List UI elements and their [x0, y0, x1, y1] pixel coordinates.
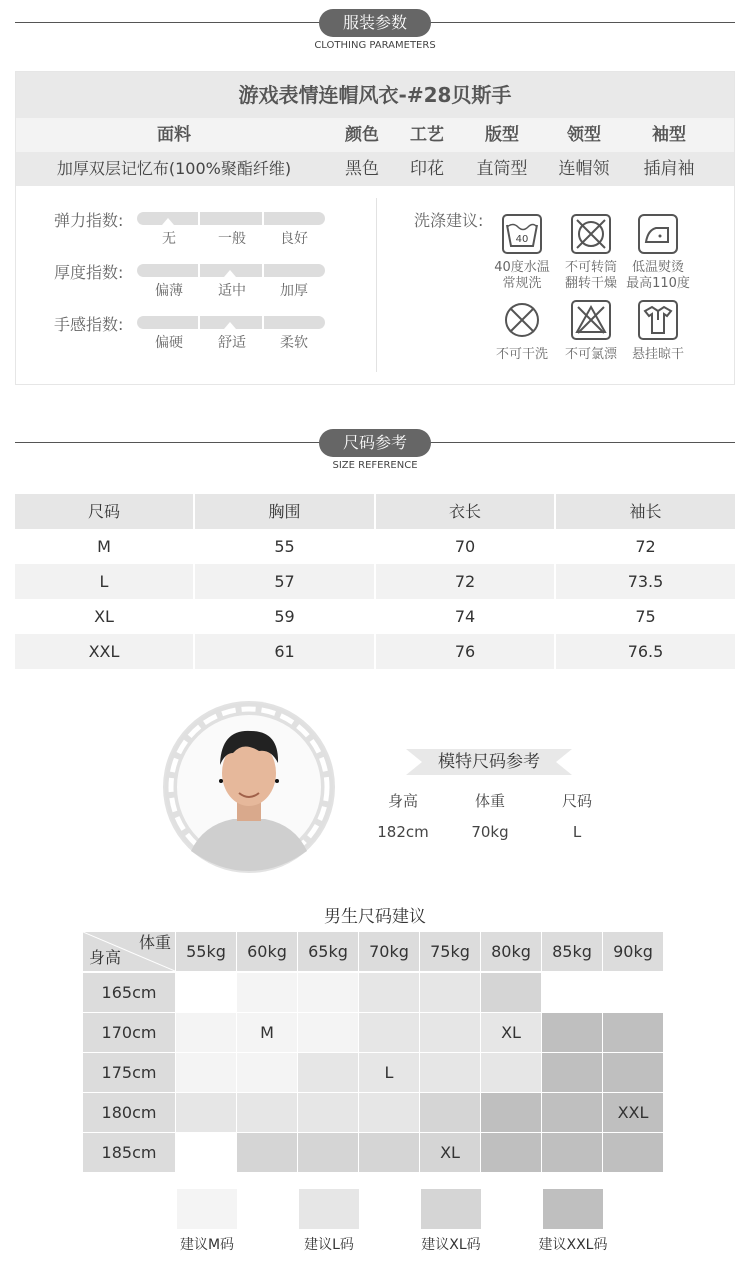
grid-cell: [481, 1133, 541, 1172]
param-header: 版型: [485, 125, 519, 145]
size-cell: 57: [195, 564, 374, 599]
wash-caption: 不可干洗: [495, 347, 548, 362]
index-tick: 加厚: [280, 283, 308, 299]
grid-cell: [359, 973, 419, 1012]
grid-cell: [359, 1133, 419, 1172]
legend-label: 建议M码: [179, 1237, 235, 1253]
size-cell: L: [15, 564, 193, 599]
size-cell: 74: [454, 607, 476, 626]
weight-header: 55kg: [176, 932, 236, 971]
model-value: 70kg: [471, 823, 509, 841]
wash-caption: 低温熨烫: [631, 260, 684, 275]
height-header: 185cm: [83, 1133, 175, 1172]
grid-cell: [481, 1093, 541, 1132]
svg-text:40: 40: [515, 234, 529, 245]
grid-cell: [237, 1133, 297, 1172]
wash-caption: 最高110度: [626, 276, 690, 291]
index-tick: 柔软: [280, 335, 308, 351]
grid-cell: [542, 1013, 602, 1052]
size-cell: M: [97, 537, 111, 556]
size-header: 袖长: [556, 494, 735, 529]
grid-cell: M: [237, 1013, 297, 1052]
legend-label: 建议L码: [304, 1237, 354, 1253]
grid-cell: [359, 1093, 419, 1132]
washing-label: 洗涤建议:: [414, 211, 484, 230]
param-header: 面料: [157, 125, 191, 145]
wash-caption: 40度水温: [494, 260, 550, 275]
grid-cell: [481, 1053, 541, 1092]
table-row: [15, 529, 735, 564]
grid-cell: [176, 1093, 236, 1132]
model-label: 体重: [474, 792, 505, 810]
product-name: 游戏表情连帽风衣-#28贝斯手: [16, 72, 734, 118]
weight-header: 75kg: [420, 932, 480, 971]
grid-cell: [298, 973, 358, 1012]
grid-cell: [298, 1133, 358, 1172]
size-cell: XXL: [15, 634, 193, 669]
grid-cell: XXL: [603, 1093, 663, 1132]
index-tick: 一般: [218, 231, 246, 247]
grid-cell: [176, 1133, 236, 1172]
no-tumble-dry-icon: [571, 214, 611, 254]
hand-feel-label: 手感指数:: [54, 315, 124, 334]
section-title: 服装参数: [319, 9, 431, 37]
hand-feel-indicator: [224, 322, 236, 329]
size-cell: XL: [94, 607, 114, 626]
param-header: 颜色: [345, 125, 379, 145]
weight-header: 90kg: [603, 932, 663, 971]
grid-cell: L: [359, 1053, 419, 1092]
param-header-row: [16, 118, 734, 152]
recommend-title: 男生尺码建议: [324, 907, 426, 927]
grid-cell: [237, 1053, 297, 1092]
size-cell: 73.5: [556, 564, 735, 599]
param-value: 连帽领: [558, 159, 610, 179]
height-header: 175cm: [83, 1053, 175, 1092]
param-value: 加厚双层记忆布(100%聚酯纤维): [56, 159, 292, 178]
param-value: 直筒型: [476, 159, 528, 179]
size-cell: 55: [274, 537, 295, 556]
size-header: 胸围: [195, 494, 374, 529]
wash-caption: 常规洗: [502, 276, 542, 291]
size-cell: 59: [274, 607, 295, 626]
elasticity-indicator: [162, 218, 174, 225]
model-avatar: [163, 701, 335, 873]
size-cell: 72: [376, 564, 554, 599]
legend-swatch: [421, 1189, 481, 1229]
grid-cell: [359, 1013, 419, 1052]
wash-caption: 悬挂晾干: [631, 347, 684, 362]
param-value: 插肩袖: [643, 159, 695, 179]
grid-cell: [298, 1053, 358, 1092]
size-cell: 76: [376, 634, 554, 669]
param-header: 袖型: [652, 125, 686, 145]
thickness-label: 厚度指数:: [54, 263, 124, 282]
wash-caption: 不可氯漂: [564, 347, 617, 362]
table-row: [15, 599, 735, 634]
grid-cell: [603, 1053, 663, 1092]
param-value: 印花: [410, 159, 444, 179]
param-header: 工艺: [410, 125, 444, 145]
model-value: 182cm: [377, 823, 429, 841]
param-header: 领型: [567, 125, 601, 145]
param-value-row: [16, 152, 734, 186]
grid-cell: [298, 1013, 358, 1052]
grid-cell: [542, 1053, 602, 1092]
weight-header: 70kg: [359, 932, 419, 971]
wash-caption: 不可转筒: [564, 260, 617, 275]
panel-divider: [376, 198, 377, 372]
index-tick: 良好: [280, 231, 308, 247]
index-tick: 适中: [218, 283, 246, 299]
no-dry-clean-icon: [502, 300, 542, 340]
section-subtitle: SIZE REFERENCE: [332, 460, 418, 471]
model-title: 模特尺码参考: [438, 752, 540, 772]
grid-cell: [298, 1093, 358, 1132]
table-row: [15, 634, 735, 669]
grid-cell: [420, 1013, 480, 1052]
legend-swatch: [299, 1189, 359, 1229]
index-tick: 舒适: [218, 335, 246, 351]
grid-corner: [83, 932, 175, 971]
model-value: L: [572, 823, 582, 841]
size-cell: 61: [195, 634, 374, 669]
grid-cell: [603, 1133, 663, 1172]
grid-cell: XL: [420, 1133, 480, 1172]
size-cell: 70: [454, 537, 476, 556]
weight-header: 80kg: [481, 932, 541, 971]
corner-height-label: 身高: [89, 948, 122, 967]
grid-cell: [420, 1053, 480, 1092]
weight-header: 60kg: [237, 932, 297, 971]
wash-caption: 翻转干燥: [564, 276, 617, 291]
grid-cell: [603, 1013, 663, 1052]
grid-cell: [176, 973, 236, 1012]
section-subtitle: CLOTHING PARAMETERS: [314, 40, 436, 51]
no-bleach-icon: [571, 300, 611, 340]
grid-cell: [176, 1053, 236, 1092]
low-iron-icon: [638, 214, 678, 254]
grid-cell: [542, 973, 602, 1012]
grid-cell: [237, 973, 297, 1012]
grid-cell: [603, 973, 663, 1012]
weight-header: 85kg: [542, 932, 602, 971]
legend-swatch: [177, 1189, 237, 1229]
size-cell: 75: [635, 607, 656, 626]
height-header: 180cm: [83, 1093, 175, 1132]
table-row: [15, 564, 735, 599]
size-header: 尺码: [15, 494, 193, 529]
corner-weight-label: 体重: [138, 933, 171, 952]
legend-label: 建议XL码: [421, 1237, 481, 1253]
index-tick: 偏硬: [155, 335, 183, 351]
clothing-parameters-panel: [15, 71, 735, 385]
size-header: 衣长: [376, 494, 554, 529]
hang-dry-icon: [638, 300, 678, 340]
grid-cell: [542, 1133, 602, 1172]
grid-cell: [176, 1013, 236, 1052]
size-cell: 72: [635, 537, 656, 556]
weight-header: 65kg: [298, 932, 358, 971]
size-cell: 76.5: [556, 634, 735, 669]
model-label: 尺码: [561, 792, 592, 810]
elasticity-label: 弹力指数:: [54, 211, 124, 230]
grid-cell: [481, 973, 541, 1012]
legend-swatch: [543, 1189, 603, 1229]
model-title-banner: [406, 747, 572, 777]
grid-cell: [237, 1093, 297, 1132]
height-header: 165cm: [83, 973, 175, 1012]
grid-cell: XL: [481, 1013, 541, 1052]
thickness-indicator: [224, 270, 236, 277]
section-title: 尺码参考: [319, 429, 431, 457]
grid-cell: [420, 1093, 480, 1132]
model-label: 身高: [387, 792, 418, 810]
index-tick: 无: [162, 231, 176, 247]
wash-40-icon: [502, 214, 542, 254]
param-value: 黑色: [345, 159, 379, 179]
legend-label: 建议XXL码: [538, 1237, 608, 1253]
height-header: 170cm: [83, 1013, 175, 1052]
grid-cell: [420, 973, 480, 1012]
index-tick: 偏薄: [155, 283, 183, 299]
size-table-header: [15, 494, 735, 529]
grid-cell: [542, 1093, 602, 1132]
